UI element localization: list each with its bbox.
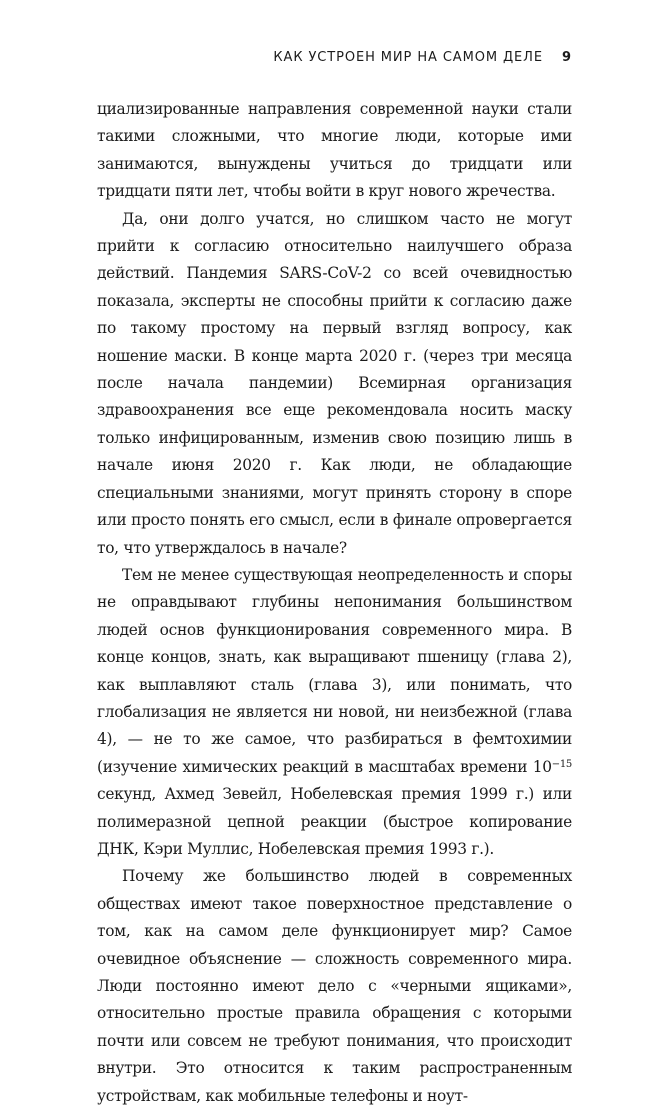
paragraph-misunderstanding: [97, 562, 572, 863]
paragraph-experts-disagreement: Да, они долго учатся, но слишком часто не могут прийти к согласию относительно наилучшего образа действий. Пандемия SARS-CoV-2 со всей очевидностью показала, эксперты не способны прийти к согласию даже по такому простому на первый взгляд вопросу, как ношение маски. В конце марта 2020 г. (через три месяца после начала пандемии) Всемирная организация здравоохранения все еще рекомендовала носить маску только инфицированным, изменив свою позицию лишь в начале июня 2020 г. Как люди, не обладающие специальными знаниями, могут принять сторону в споре или просто понять его смысл, если в финале опровергается то, что утверждалось в начале?: [97, 209, 572, 557]
paragraph-text-after-exponent: секунд, Ахмед Зевейл, Нобелевская премия 1999 г.) или полимеразной цепной реакции (быстрое копирование ДНК, Кэри Муллис, Нобелевская премия 1993 г.).: [97, 785, 572, 858]
exponent: −15: [551, 758, 572, 770]
running-title: КАК УСТРОЕН МИР НА САМОМ ДЕЛЕ: [273, 50, 543, 65]
page-number: 9: [561, 50, 571, 65]
body-text: [97, 96, 572, 1110]
paragraph-black-boxes: Почему же большинство людей в современных обществах имеют такое поверхностное представление о том, как на самом деле функционирует мир? Самое очевидное объяснение — сложность современного мира. Люди постоянно имеют дело с «черными ящиками», относительно простые правила обращения с которыми почти или совсем не требуют понимания, что происходит внутри. Это относится к таким распространенным устройствам, как мобильные телефоны и ноут-: [97, 867, 572, 1105]
running-header: [273, 50, 571, 65]
paragraph-text-before-exponent: Тем не менее существующая неопределенность и споры не оправдывают глубины непонимания большинством людей основ функционирования современного мира. В конце концов, знать, как выращивают пшеницу (глава 2), как выплавляют сталь (глава 3), или понимать, что глобализация не является ни новой, ни неизбежной (глава 4), — не то же самое, что разбираться в фемтохимии (изучение химических реакций в масштабах времени 10: [97, 565, 572, 776]
paragraph-continued: циализированные направления современной науки стали такими сложными, что многие люди, которые ими занимаются, вынуждены учиться до тридцати или тридцати пяти лет, чтобы войти в круг нового жречества.: [97, 100, 572, 201]
